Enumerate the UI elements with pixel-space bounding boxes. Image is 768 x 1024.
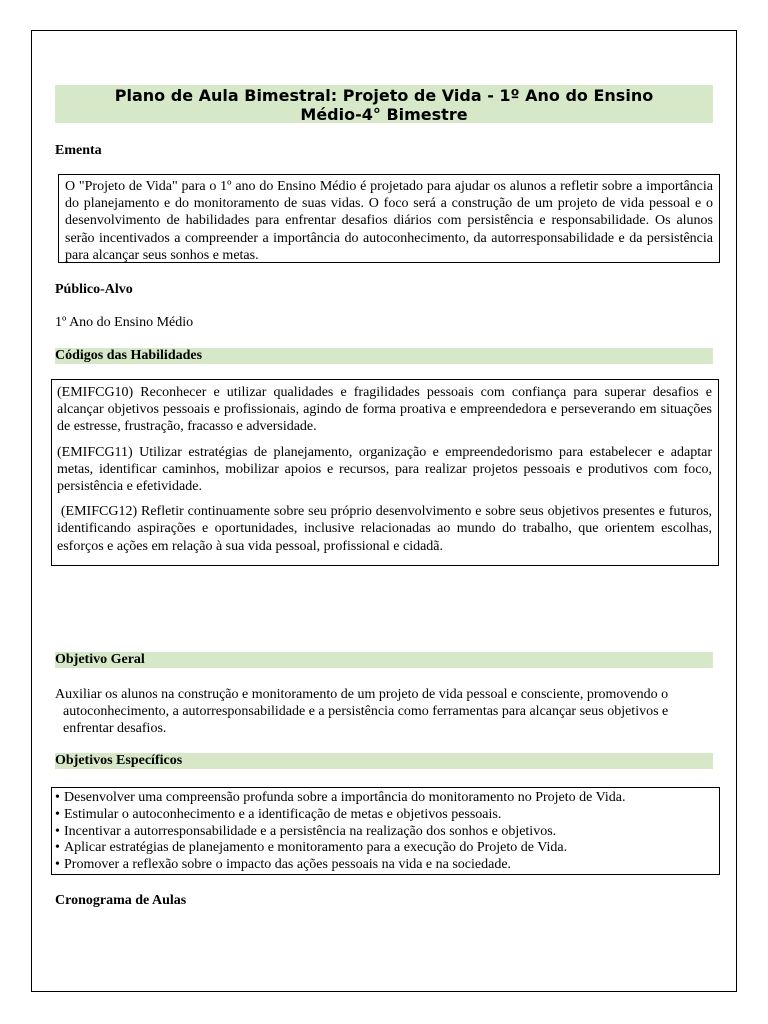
- cronograma-heading: Cronograma de Aulas: [55, 893, 187, 908]
- habilidade-emifcg12: (EMIFCG12) Refletir continuamente sobre seu próprio desenvolvimento e sobre seus objetivos presentes e futuros, identificando aspirações e oportunidades, inclusive relacionadas ao mundo do trabalho, que orientem escolhas, esforços e ações em relação à sua vida pessoal, profissional e cidadã.: [57, 504, 716, 554]
- objetivos-especificos-list: [55, 790, 715, 874]
- bullet-icon: •: [55, 840, 60, 856]
- document-title-line-1: Plano de Aula Bimestral: Projeto de Vida - 1º Ano do Ensino: [114, 86, 654, 105]
- habilidade-emifcg11: (EMIFCG11) Utilizar estratégias de planejamento, organização e empreendedorismo para estabelecer e adaptar metas, identificar caminhos, mobilizar apoios e recursos, para realizar projetos pessoais e produtivos com foco, persistência e efetividade.: [57, 444, 712, 495]
- list-item: • Promover a reflexão sobre o impacto das ações pessoais na vida e na sociedade.: [55, 857, 512, 873]
- list-item: • Estimular o autoconhecimento e a identificação de metas e objetivos pessoais.: [55, 806, 502, 822]
- objetivo-geral-paragraph: Auxiliar os alunos na construção e monitoramento de um projeto de vida pessoal e consciente, promovendo o autoconhecimento, a autorresponsabilidade e a persistência como ferramentas para alcançar seus objetivos e enfrentar desafios.: [55, 687, 669, 736]
- list-item: • Incentivar a autorresponsabilidade e a persistência na realização dos sonhos e objetivos.: [55, 823, 557, 839]
- objetivos-especificos-heading: Objetivos Específicos: [55, 753, 713, 769]
- ementa-heading: Ementa: [55, 143, 102, 158]
- bullet-icon: •: [55, 806, 60, 822]
- document-title: [55, 85, 713, 123]
- objetivo-geral-text: [55, 686, 695, 737]
- objetivo-geral-heading: Objetivo Geral: [55, 652, 713, 668]
- ementa-box: [58, 174, 720, 263]
- habilidades-heading: Códigos das Habilidades: [55, 348, 713, 364]
- habilidades-box: [51, 379, 719, 566]
- publico-alvo-heading: Público-Alvo: [55, 282, 133, 297]
- bullet-icon: •: [55, 857, 60, 873]
- publico-alvo-text: 1º Ano do Ensino Médio: [55, 315, 194, 330]
- list-item: • Desenvolver uma compreensão profunda sobre a importância do monitoramento no Projeto de Vida.: [55, 790, 626, 805]
- habilidade-emifcg10: (EMIFCG10) Reconhecer e utilizar qualidades e fragilidades pessoais com confiança para superar desafios e alcançar objetivos pessoais e profissionais, agindo de forma proativa e empreendedora e perseverando em situações de estresse, frustração, fracasso e adversidade.: [57, 385, 712, 435]
- list-item: • Aplicar estratégias de planejamento e monitoramento para a execução do Projeto de Vida.: [55, 840, 568, 856]
- objetivos-especificos-box: [51, 787, 720, 875]
- bullet-icon: •: [55, 823, 60, 839]
- bullet-icon: •: [55, 790, 60, 805]
- document-title-line-2: Médio-4° Bimestre: [300, 105, 468, 124]
- ementa-text: O "Projeto de Vida" para o 1º ano do Ensino Médio é projetado para ajudar os alunos a refletir sobre a importância do planejamento e do monitoramento de suas vidas. O foco será a construção de um projeto de vida pessoal e o desenvolvimento de habilidades para enfrentar desafios diários com persistência e responsabilidade. Os alunos serão incentivados a compreender a importância do autoconhecimento, da autorresponsabilidade e da persistência para alcançar seus sonhos e metas.: [65, 179, 713, 263]
